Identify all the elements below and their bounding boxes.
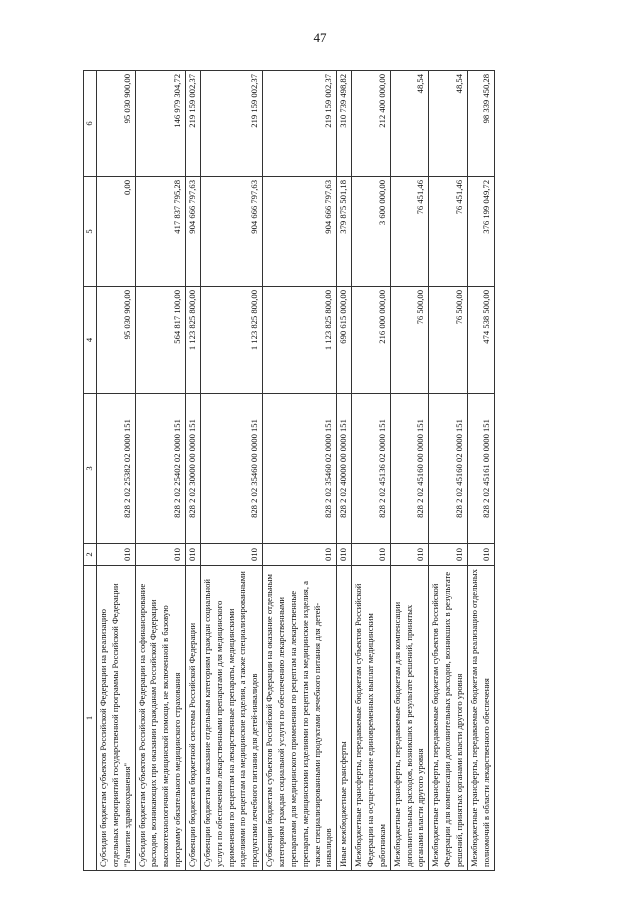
row-budget-code: 828 2 02 25382 02 0000 151 (97, 394, 136, 544)
row-approved: 76 500,00 (390, 287, 429, 394)
row-executed: 76 451,46 (429, 177, 468, 287)
row-budget-code: 828 2 02 35460 02 0000 151 (263, 394, 337, 544)
row-name: Межбюджетные трансферты, передаваемые бюджетам на реализацию отдельных полномочий в области лекарственного обеспечения (467, 566, 494, 871)
row-unexecuted: 219 159 002,37 (263, 71, 337, 177)
table-row (429, 71, 468, 871)
row-line-code: 010 (186, 544, 201, 566)
row-unexecuted: 212 400 000,00 (352, 71, 391, 177)
row-budget-code: 828 2 02 35460 00 0000 151 (200, 394, 262, 544)
row-unexecuted: 146 979 304,72 (135, 71, 185, 177)
row-name: Субсидии бюджетам субъектов Российской Федерации на реализацию отдельных мероприятий государственной программы Российской Федерации "Развитие здравоохранения" (97, 566, 136, 871)
table-row (390, 71, 429, 871)
budget-table (83, 70, 495, 871)
row-approved: 216 000 000,00 (352, 287, 391, 394)
row-name: Межбюджетные трансферты, передаваемые бюджетам субъектов Российской Федерации на осуществление единовременных выплат медицинским работникам (352, 566, 391, 871)
table-row (263, 71, 337, 871)
row-approved: 1 123 825 800,00 (186, 287, 201, 394)
row-name: Иные межбюджетные трансферты (337, 566, 352, 871)
row-budget-code: 828 2 02 45160 00 0000 151 (390, 394, 429, 544)
row-line-code: 010 (97, 544, 136, 566)
row-unexecuted: 219 159 002,37 (200, 71, 262, 177)
row-unexecuted: 310 739 498,82 (337, 71, 352, 177)
page-number: 47 (313, 30, 327, 45)
row-unexecuted: 48,54 (390, 71, 429, 177)
row-approved: 474 538 500,00 (467, 287, 494, 394)
table-row (352, 71, 391, 871)
row-name: Межбюджетные трансферты, передаваемые бюджетам субъектов Российской Федерации для компенсации дополнительных расходов, возникших в результате решений, принятых органами власти другого уровня (429, 566, 468, 871)
table-row (97, 71, 136, 871)
row-executed: 904 666 797,63 (263, 177, 337, 287)
header-col-2: 2 (84, 544, 97, 566)
row-executed: 417 837 795,28 (135, 177, 185, 287)
row-unexecuted: 219 159 002,37 (186, 71, 201, 177)
row-name: Субвенции бюджетам субъектов Российской Федерации на оказание отдельным категориям граждан социальной услуги по обеспечению лекарственными препаратами для медицинского применения по рецептам на лекарственные препараты, медицинскими изделиями по рецептам на медицинские изделия, а также специализированными продуктами лечебного питания для детей-инвалидов (263, 566, 337, 871)
row-line-code: 010 (352, 544, 391, 566)
row-name: Субсидии бюджетам субъектов Российской Федерации на софинансирование расходов, возникающих при оказании гражданам Российской Федерации высокотехнологичной медицинской помощи, не включенной в базовую программу обязательного медицинского страхования (135, 566, 185, 871)
row-approved: 76 500,00 (429, 287, 468, 394)
row-budget-code: 828 2 02 45161 00 0000 151 (467, 394, 494, 544)
row-name: Межбюджетные трансферты, передаваемые бюджетам для компенсации дополнительных расходов, возникших в результате решений, принятых органами власти другого уровня (390, 566, 429, 871)
row-line-code: 010 (429, 544, 468, 566)
row-unexecuted: 95 030 900,00 (97, 71, 136, 177)
rotated-table-container (83, 71, 572, 871)
row-line-code: 010 (135, 544, 185, 566)
row-executed: 904 666 797,63 (200, 177, 262, 287)
row-line-code: 010 (337, 544, 352, 566)
row-name: Субвенции бюджетам бюджетной системы Российской Федерации (186, 566, 201, 871)
row-approved: 564 817 100,00 (135, 287, 185, 394)
header-col-1: 1 (84, 566, 97, 871)
row-executed: 0,00 (97, 177, 136, 287)
row-approved: 690 615 000,00 (337, 287, 352, 394)
row-name: Субвенции бюджетам на оказание отдельным категориям граждан социальной услуги по обеспечению лекарственными препаратами для медицинского применения по рецептам на лекарственные препараты, медицинскими изделиями по рецептам на медицинские изделия, а также специализированными продуктами лечебного питания для детей-инвалидов (200, 566, 262, 871)
row-executed: 379 875 501,18 (337, 177, 352, 287)
row-budget-code: 828 2 02 30000 00 0000 151 (186, 394, 201, 544)
row-executed: 904 666 797,63 (186, 177, 201, 287)
row-unexecuted: 98 339 450,28 (467, 71, 494, 177)
table-row (467, 71, 494, 871)
table-row (135, 71, 185, 871)
row-approved: 95 030 900,00 (97, 287, 136, 394)
row-line-code: 010 (263, 544, 337, 566)
table-row (186, 71, 201, 871)
header-col-5: 5 (84, 177, 97, 287)
row-executed: 376 199 049,72 (467, 177, 494, 287)
header-col-3: 3 (84, 394, 97, 544)
row-approved: 1 123 825 800,00 (200, 287, 262, 394)
row-executed: 76 451,46 (390, 177, 429, 287)
row-budget-code: 828 2 02 25402 02 0000 151 (135, 394, 185, 544)
row-executed: 3 600 000,00 (352, 177, 391, 287)
row-budget-code: 828 2 02 40000 00 0000 151 (337, 394, 352, 544)
row-budget-code: 828 2 02 45160 02 0000 151 (429, 394, 468, 544)
row-line-code: 010 (390, 544, 429, 566)
row-line-code: 010 (467, 544, 494, 566)
table-row (337, 71, 352, 871)
row-unexecuted: 48,54 (429, 71, 468, 177)
row-line-code: 010 (200, 544, 262, 566)
table-header-row (84, 71, 97, 871)
header-col-4: 4 (84, 287, 97, 394)
row-approved: 1 123 825 800,00 (263, 287, 337, 394)
row-budget-code: 828 2 02 45136 02 0000 151 (352, 394, 391, 544)
table-row (200, 71, 262, 871)
header-col-6: 6 (84, 71, 97, 177)
